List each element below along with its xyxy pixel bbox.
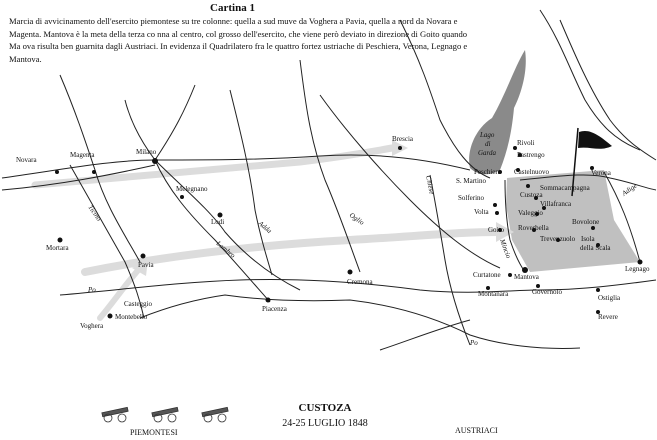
cannon-icon — [152, 407, 178, 422]
river-oglio: Oglio — [347, 211, 366, 227]
legend-austriaci: AUSTRIACI — [455, 426, 498, 435]
lake-label-1: Lago — [480, 131, 495, 139]
river-chiese: Chiese — [424, 174, 436, 196]
town-revere: Revere — [598, 313, 618, 321]
river-lambro: Lambro — [214, 239, 237, 260]
town-verona: Verona — [591, 169, 611, 177]
town-s-martino: S. Martino — [456, 177, 486, 185]
town-brescia: Brescia — [392, 135, 413, 143]
town-ostiglia: Ostiglia — [598, 294, 621, 302]
map-caption: Marcia di avvicinamento dell'esercito piemontese su tre colonne: quella a sud muve da Voghera a Pavia, quella a nord da Novara e Magenta. Mantova è la meta della terza co nna al centro, col grosso dell'esercito, che viene però deviato in direzione di Goito quando Ma ova risulta ben guarnita dagli Austriaci. In evidenza il Quadrilatero fra le quattro fortez ustriache di Peschiera, Verona, Legnago e Mantova. — [9, 16, 468, 64]
legend-piemontesi: PIEMONTESI — [130, 428, 178, 437]
town-valeggio: Valeggio — [518, 209, 543, 217]
river-mincio: Mincio — [498, 237, 513, 260]
town-curtatone: Curtatone — [473, 271, 501, 279]
town-lodi: Lodi — [211, 218, 225, 226]
town-cremona: Cremona — [347, 278, 373, 286]
cannon-icon — [202, 407, 228, 422]
town-legnago: Legnago — [625, 265, 650, 273]
town-custoza: Custoza — [520, 191, 543, 199]
river-adige: Adige — [620, 181, 639, 198]
town-montebello: Montebello — [115, 313, 148, 321]
cannon-icons — [98, 404, 258, 424]
town-sommacampagna: Sommacampagna — [540, 184, 590, 192]
town-roverbella: Roverbella — [518, 224, 549, 232]
town-goito: Goito — [488, 226, 504, 234]
town-rivoli: Rivoli — [517, 139, 535, 147]
map-title: Cartina 1 — [210, 2, 255, 14]
battle-date: 24-25 LUGLIO 1848 — [282, 418, 368, 429]
town-mortara: Mortara — [46, 244, 69, 252]
town-trevenzuolo: Trevenzuolo — [540, 235, 576, 243]
town-novara: Novara — [16, 156, 37, 164]
town-pastrengo: Pastrengo — [517, 151, 545, 159]
river-adda: Adda — [256, 219, 274, 236]
lake-label-2: di — [485, 140, 491, 148]
cannon-icon — [102, 407, 128, 422]
town-piacenza: Piacenza — [262, 305, 287, 313]
river-ticino: Ticino — [86, 203, 103, 223]
town-magenta: Magenta — [70, 151, 95, 159]
town-peschiera: Peschiera — [474, 168, 501, 176]
town-melegnano: Melegnano — [176, 185, 208, 193]
town-governolo: Governolo — [532, 288, 562, 296]
town-mantova: Mantova — [514, 273, 539, 281]
town-villafranca: Villafranca — [540, 200, 572, 208]
town-castelnuovo: Castelnuovo — [514, 168, 549, 176]
town-montanara: Montanara — [478, 290, 509, 298]
town-solferino: Solferino — [458, 194, 485, 202]
town-bovolone: Bovolone — [572, 218, 600, 226]
town-volta: Volta — [474, 208, 489, 216]
town-casteggio: Casteggio — [124, 300, 152, 308]
town-milano: Milano — [136, 148, 157, 156]
town-pavia: Pavia — [138, 261, 154, 269]
lake-label-3: Garda — [478, 149, 497, 157]
battle-title: CUSTOZA — [298, 402, 352, 414]
town-voghera: Voghera — [80, 322, 104, 330]
town-isola-1: Isola — [581, 235, 595, 243]
river-po-west: Po — [88, 286, 96, 294]
river-po-east: Po — [470, 339, 478, 347]
town-isola-2: della Scala — [580, 244, 611, 252]
